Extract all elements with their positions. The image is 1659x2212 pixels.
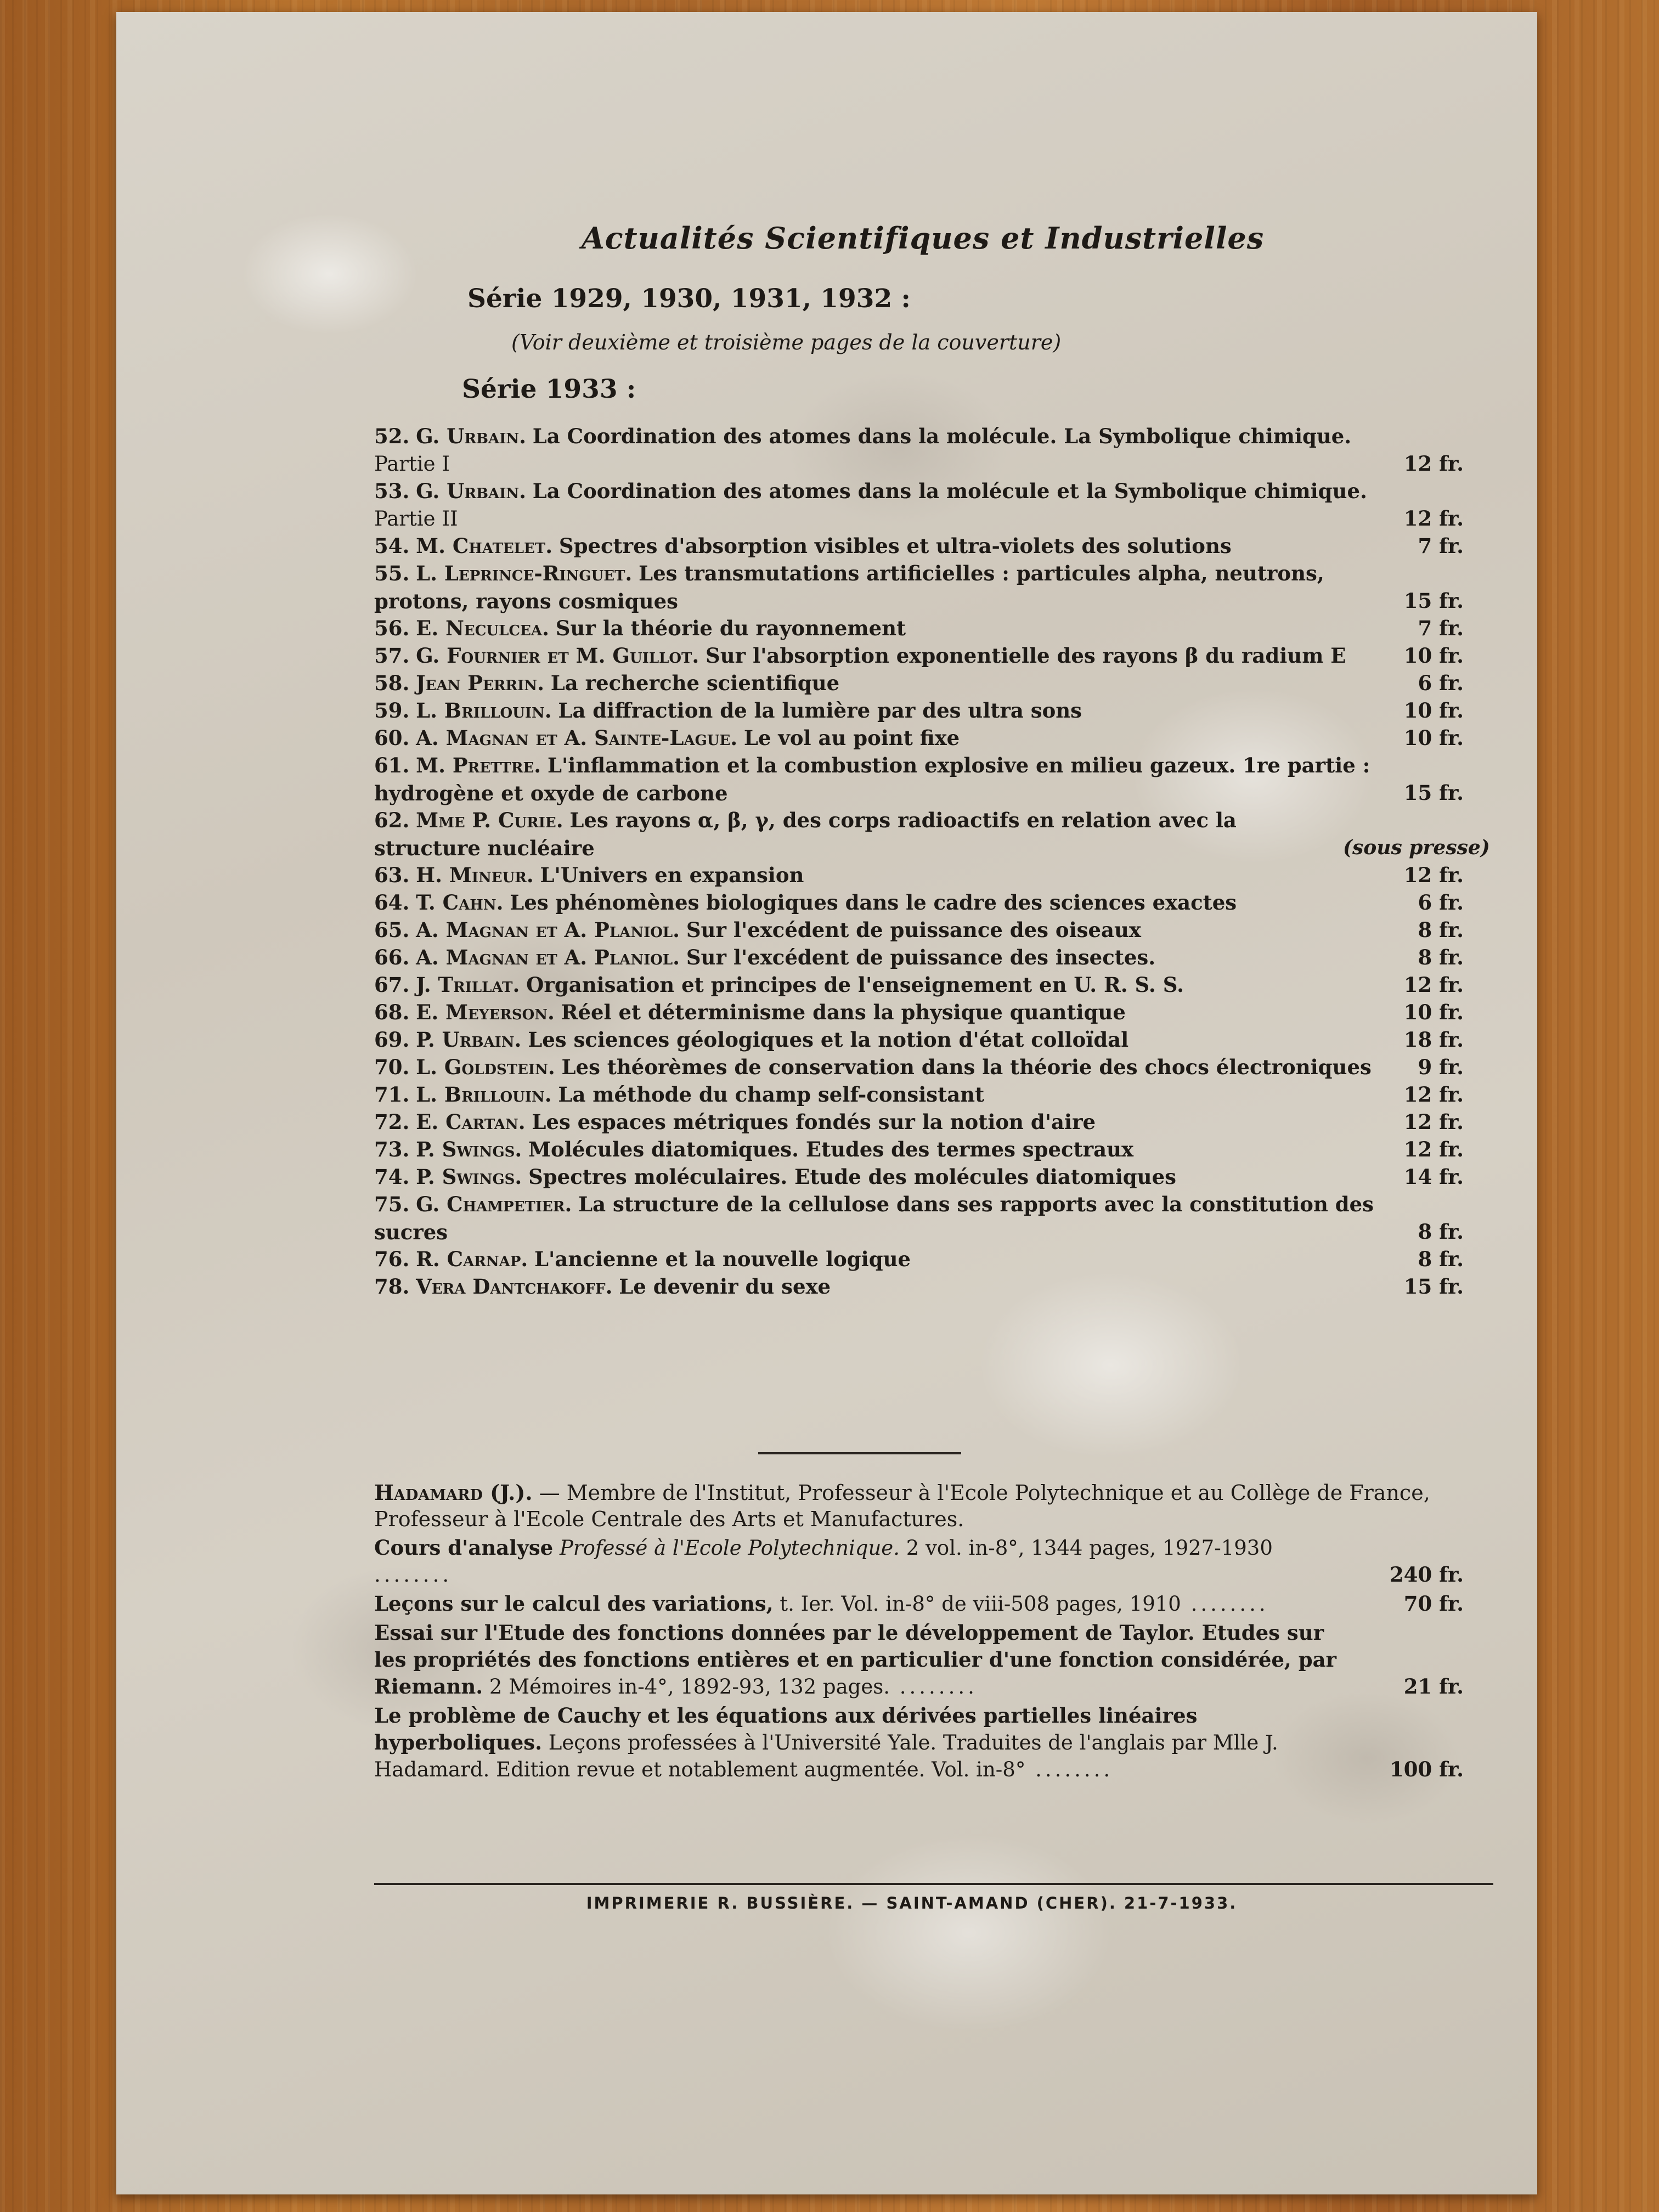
item-number: 75. [374, 1192, 410, 1216]
item-author: A. Magnan et A. Planiol. [416, 918, 680, 942]
catalogue-item [374, 642, 1464, 669]
item-text [374, 916, 1387, 944]
leader-dots: ........ [1181, 1592, 1269, 1616]
item-title: L'inflammation et la combustion explosive en milieu gazeux. 1re partie : hydrogène et oxyde de carbone [374, 753, 1370, 805]
serie-old-note: (Voir deuxième et troisième pages de la couverture) [511, 330, 1062, 354]
work-text [374, 1590, 1359, 1617]
item-number: 78. [374, 1274, 410, 1299]
catalogue-item [374, 1136, 1464, 1163]
item-price: 14 fr. [1403, 1165, 1464, 1189]
item-author: L. Brillouin. [416, 698, 552, 723]
item-text [374, 1081, 1387, 1108]
catalogue-item [374, 1081, 1464, 1108]
series-title: Actualités Scientifiques et Industrielles [581, 221, 1265, 256]
item-number: 62. [374, 808, 410, 832]
catalogue-item [374, 614, 1464, 642]
leader-dots: ........ [1025, 1758, 1114, 1781]
item-number: 53. [374, 479, 410, 503]
catalogue-item [374, 752, 1464, 806]
item-text [374, 1163, 1387, 1190]
item-author: T. Cahn. [416, 890, 504, 915]
item-price: (sous presse) [1343, 836, 1490, 859]
hadamard-bio: — Membre de l'Institut, Professeur à l'Ecole Polytechnique et au Collège de France, Professeur à l'Ecole Centrale des Arts et Manufactures. [374, 1481, 1430, 1531]
catalogue-item [374, 1053, 1464, 1081]
item-author: E. Cartan. [416, 1110, 526, 1134]
item-price: 8 fr. [1418, 945, 1464, 969]
work-detail: Leçons professées à l'Université Yale. Traduites de l'anglais par Mlle J. Hadamard. Edition revue et notablement augmentée. Vol. in-8° [374, 1731, 1278, 1781]
work-title: Cours d'analyse [374, 1536, 554, 1560]
item-author: M. Prettre. [416, 753, 541, 777]
item-author: M. Chatelet. [416, 534, 553, 558]
work-subtitle: Professé à l'Ecole Polytechnique. [559, 1536, 900, 1560]
divider-short [758, 1452, 961, 1454]
catalogue-list [374, 422, 1490, 1300]
item-number: 60. [374, 726, 410, 750]
catalogue-item [374, 1190, 1464, 1245]
item-price: 12 fr. [1403, 1082, 1464, 1107]
printer-colophon: IMPRIMERIE R. BUSSIÈRE. — SAINT-AMAND (CHER). 21-7-1933. [586, 1894, 1238, 1912]
item-text [374, 971, 1387, 998]
work-detail: t. Ier. Vol. in-8° de viii-508 pages, 1910 [780, 1592, 1181, 1616]
leader-dots: ........ [374, 1563, 453, 1587]
item-author: Mme P. Curie. [416, 808, 563, 832]
item-number: 59. [374, 698, 410, 723]
item-price: 15 fr. [1403, 1274, 1464, 1299]
catalogue-item [374, 697, 1464, 724]
item-number: 58. [374, 671, 410, 695]
item-title: La structure de la cellulose dans ses rapports avec la constitution des sucres [374, 1192, 1374, 1244]
work-detail: 2 Mémoires in-4°, 1892-93, 132 pages. [489, 1675, 890, 1699]
item-number: 72. [374, 1110, 410, 1134]
catalogue-item [374, 477, 1464, 532]
item-number: 67. [374, 973, 410, 997]
catalogue-item [374, 1108, 1464, 1136]
item-title: Les phénomènes biologiques dans le cadre des sciences exactes [510, 890, 1237, 915]
item-text [374, 1273, 1387, 1300]
item-number: 52. [374, 424, 410, 448]
item-price: 18 fr. [1403, 1028, 1464, 1052]
item-text [374, 1190, 1387, 1245]
item-author: Jean Perrin. [416, 671, 544, 695]
item-price: 10 fr. [1403, 698, 1464, 723]
item-text [374, 614, 1387, 642]
divider-bottom [374, 1883, 1493, 1885]
item-text [374, 642, 1387, 669]
work-title: Essai sur l'Etude des fonctions données par le développement de Taylor. Etudes sur les propriétés des fonctions entières et en particulier d'une fonction considérée, par Riemann. [374, 1621, 1337, 1699]
item-number: 65. [374, 918, 410, 942]
leader-dots: ........ [890, 1675, 978, 1699]
item-author: E. Meyerson. [416, 1000, 555, 1024]
serie-old-heading: Série 1929, 1930, 1931, 1932 : [467, 284, 911, 314]
item-price: 8 fr. [1418, 1220, 1464, 1244]
work-text [374, 1534, 1359, 1588]
item-author: L. Goldstein. [416, 1055, 555, 1079]
item-author: L. Brillouin. [416, 1082, 552, 1107]
work-title: Leçons sur le calcul des variations, [374, 1592, 774, 1616]
catalogue-item [374, 560, 1464, 614]
item-author: J. Trillat. [416, 973, 520, 997]
item-price: 8 fr. [1418, 1247, 1464, 1271]
item-number: 55. [374, 561, 410, 585]
item-text [374, 724, 1387, 752]
item-title: Molécules diatomiques. Etudes des termes spectraux [528, 1137, 1134, 1161]
work-detail: 2 vol. in-8°, 1344 pages, 1927-1930 [906, 1536, 1273, 1560]
item-price: 15 fr. [1403, 589, 1464, 613]
item-author: Vera Dantchakoff. [416, 1274, 613, 1299]
catalogue-item [374, 1026, 1464, 1053]
item-text [374, 998, 1387, 1026]
item-subtitle: Partie I [374, 452, 450, 476]
item-price: 10 fr. [1403, 1000, 1464, 1024]
item-text [374, 1245, 1387, 1273]
item-author: L. Leprince-Ringuet. [416, 561, 633, 585]
catalogue-item [374, 724, 1464, 752]
item-price: 9 fr. [1418, 1055, 1464, 1079]
item-title: Les théorèmes de conservation dans la théorie des chocs électroniques [561, 1055, 1372, 1079]
item-number: 57. [374, 644, 410, 668]
item-author: A. Magnan et A. Sainte-Lague. [416, 726, 738, 750]
item-title: La recherche scientifique [550, 671, 840, 695]
item-title: Les espaces métriques fondés sur la notion d'aire [532, 1110, 1096, 1134]
catalogue-item [374, 532, 1464, 560]
item-price: 8 fr. [1418, 918, 1464, 942]
hadamard-work [374, 1702, 1464, 1783]
catalogue-item [374, 806, 1490, 861]
work-text [374, 1702, 1359, 1783]
item-author: A. Magnan et A. Planiol. [416, 945, 680, 969]
hadamard-works [374, 1534, 1464, 1783]
item-title: Les transmutations artificielles : particules alpha, neutrons, protons, rayons cosmiques [374, 561, 1324, 613]
item-title: Sur la théorie du rayonnement [555, 616, 906, 640]
item-text [374, 1108, 1387, 1136]
item-number: 70. [374, 1055, 410, 1079]
work-text [374, 1620, 1359, 1700]
item-title: Sur l'absorption exponentielle des rayons β du radium E [706, 644, 1346, 668]
item-text [374, 477, 1387, 532]
item-price: 7 fr. [1418, 534, 1464, 558]
catalogue-item [374, 916, 1464, 944]
item-number: 73. [374, 1137, 410, 1161]
item-title: Le vol au point fixe [743, 726, 960, 750]
item-author: E. Neculcea. [416, 616, 549, 640]
item-author: G. Urbain. [416, 479, 527, 503]
item-text [374, 422, 1387, 477]
catalogue-item [374, 998, 1464, 1026]
item-price: 12 fr. [1403, 452, 1464, 476]
serie-1933-heading: Série 1933 : [462, 374, 636, 404]
item-title: Organisation et principes de l'enseignement en U. R. S. S. [526, 973, 1184, 997]
item-title: Spectres d'absorption visibles et ultra-violets des solutions [558, 534, 1232, 558]
item-number: 74. [374, 1165, 410, 1189]
item-title: Sur l'excédent de puissance des insectes. [686, 945, 1156, 969]
item-author: P. Swings. [416, 1137, 522, 1161]
item-author: G. Fournier et M. Guillot. [416, 644, 699, 668]
hadamard-work [374, 1534, 1464, 1588]
item-number: 66. [374, 945, 410, 969]
work-price: 21 fr. [1403, 1674, 1464, 1699]
item-title: L'Univers en expansion [540, 863, 804, 887]
item-title: L'ancienne et la nouvelle logique [534, 1247, 911, 1271]
hadamard-section [374, 1480, 1464, 1783]
item-text [374, 1026, 1387, 1053]
catalogue-item [374, 1163, 1464, 1190]
printed-page [116, 12, 1537, 2194]
work-price: 240 fr. [1389, 1562, 1464, 1587]
item-title: Les rayons α, β, γ, des corps radioactifs en relation avec la structure nucléaire [374, 808, 1237, 860]
item-price: 12 fr. [1403, 1137, 1464, 1161]
item-number: 54. [374, 534, 410, 558]
catalogue-item [374, 422, 1464, 477]
item-number: 61. [374, 753, 410, 777]
item-title: La Coordination des atomes dans la molécule et la Symbolique chimique. [532, 479, 1367, 503]
item-price: 10 fr. [1403, 644, 1464, 668]
catalogue-item [374, 971, 1464, 998]
hadamard-work [374, 1620, 1464, 1700]
item-price: 6 fr. [1418, 890, 1464, 915]
catalogue-item [374, 889, 1464, 916]
item-text [374, 806, 1343, 861]
item-title: Sur l'excédent de puissance des oiseaux [686, 918, 1141, 942]
item-price: 12 fr. [1403, 506, 1464, 531]
item-text [374, 560, 1387, 614]
item-title: Le devenir du sexe [619, 1274, 831, 1299]
item-price: 10 fr. [1403, 726, 1464, 750]
item-text [374, 889, 1387, 916]
item-author: G. Urbain. [416, 424, 527, 448]
item-price: 6 fr. [1418, 671, 1464, 695]
catalogue-item [374, 1245, 1464, 1273]
item-author: G. Champetier. [416, 1192, 572, 1216]
item-title: Les sciences géologiques et la notion d'état colloïdal [528, 1028, 1129, 1052]
item-text [374, 1053, 1387, 1081]
work-price: 100 fr. [1389, 1757, 1464, 1781]
item-number: 56. [374, 616, 410, 640]
item-title: La méthode du champ self-consistant [558, 1082, 985, 1107]
catalogue-item [374, 944, 1464, 971]
item-number: 68. [374, 1000, 410, 1024]
item-author: P. Urbain. [416, 1028, 522, 1052]
item-text [374, 697, 1387, 724]
work-price: 70 fr. [1403, 1592, 1464, 1616]
item-price: 12 fr. [1403, 973, 1464, 997]
item-text [374, 532, 1387, 560]
item-text [374, 752, 1387, 806]
item-author: H. Mineur. [416, 863, 534, 887]
item-price: 12 fr. [1403, 863, 1464, 887]
item-price: 15 fr. [1403, 781, 1464, 805]
catalogue-item [374, 1273, 1464, 1300]
hadamard-work [374, 1590, 1464, 1617]
hadamard-name: Hadamard (J.). [374, 1480, 533, 1505]
item-title: La Coordination des atomes dans la molécule. La Symbolique chimique. [532, 424, 1352, 448]
item-title: Spectres moléculaires. Etude des molécules diatomiques [528, 1165, 1176, 1189]
item-number: 69. [374, 1028, 410, 1052]
catalogue-item [374, 861, 1464, 889]
item-number: 71. [374, 1082, 410, 1107]
hadamard-header [374, 1480, 1464, 1532]
item-title: Réel et déterminisme dans la physique quantique [561, 1000, 1126, 1024]
item-text [374, 944, 1387, 971]
item-author: R. Carnap. [416, 1247, 528, 1271]
catalogue-item [374, 669, 1464, 697]
item-number: 63. [374, 863, 410, 887]
item-subtitle: Partie II [374, 507, 458, 531]
item-text [374, 861, 1387, 889]
work-title: Le problème de Cauchy et les équations aux dérivées partielles linéaires hyperboliques. [374, 1703, 1198, 1754]
item-number: 64. [374, 890, 410, 915]
item-price: 7 fr. [1418, 616, 1464, 640]
item-author: P. Swings. [416, 1165, 522, 1189]
item-title: La diffraction de la lumière par des ultra sons [558, 698, 1082, 723]
item-number: 76. [374, 1247, 410, 1271]
item-text [374, 669, 1387, 697]
item-text [374, 1136, 1387, 1163]
item-price: 12 fr. [1403, 1110, 1464, 1134]
